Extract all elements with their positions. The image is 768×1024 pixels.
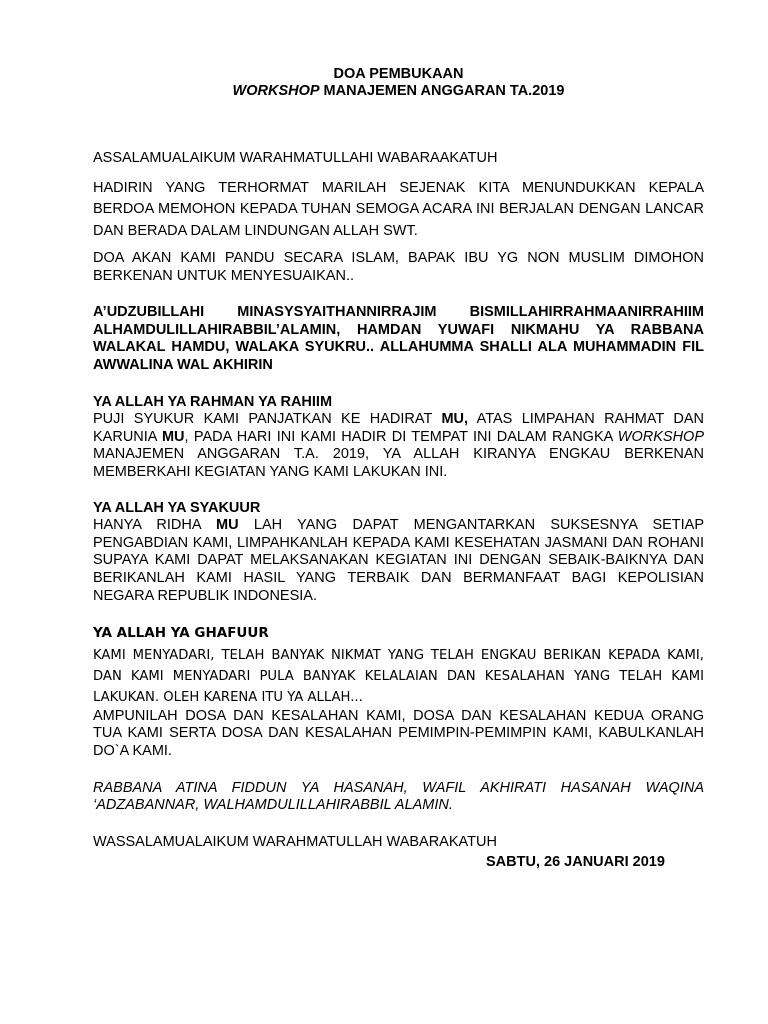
title-line-1: DOA PEMBUKAAN (333, 66, 464, 82)
intro-paragraph: HADIRIN YANG TERHORMAT MARILAH SEJENAK KITA MENUNDUKKAN KEPALA BERDOA MEMOHON KEPADA TUHAN SEMOGA ACARA INI BERJALAN DENGAN LANCAR DAN BERADA DALAM LINDUNGAN ALLAH SWT. (93, 179, 704, 239)
title-workshop-italic: WORKSHOP (232, 83, 320, 99)
greeting: ASSALAMUALAIKUM WARAHMATULLAHI WABARAAKATUH (93, 150, 498, 166)
section-ghafuur (93, 625, 704, 760)
text-run-bold: MU, (441, 411, 469, 428)
text-run-bold: MU (216, 517, 239, 534)
text-run-bold: MU (161, 428, 185, 445)
section-syakuur-body (93, 517, 704, 605)
guidance-paragraph: DOA AKAN KAMI PANDU SECARA ISLAM, BAPAK IBU YG NON MUSLIM DIMOHON BERKENAN UNTUK MENYESUAIKAN.. (93, 250, 704, 284)
text-run: ATAS LIMPAHAN RAHMAT DAN KARUNIA (93, 411, 704, 445)
section-ghafuur-heading: YA ALLAH YA GHAFUUR (93, 625, 269, 642)
closing-greeting: WASSALAMUALAIKUM WARAHMATULLAH WABARAKATUH (93, 833, 497, 850)
text-run: HANYA RIDHA (93, 517, 217, 534)
title-line-2-rest: MANAJEMEN ANGGARAN TA.2019 (319, 83, 565, 99)
text-run-italic: WORKSHOP (617, 428, 704, 445)
section-ghafuur-reflection: KAMI MENYADARI, TELAH BANYAK NIKMAT YANG TELAH ENGKAU BERIKAN KEPADA KAMI, DAN KAMI MENYADARI PULA BANYAK KELALAIAN DAN KESALAHAN YANG TELAH KAMI LAKUKAN. OLEH KARENA ITU YA ALLAH... (93, 647, 704, 705)
document-title (93, 66, 704, 100)
section-syakuur (93, 500, 704, 606)
title-line-2 (93, 83, 704, 100)
section-rahman (93, 394, 704, 482)
section-syakuur-heading: YA ALLAH YA SYAKUUR (93, 499, 261, 516)
text-run: , PADA HARI INI KAMI HADIR DI TEMPAT INI DALAM RANGKA (184, 428, 618, 445)
document-body (93, 66, 704, 851)
text-run: PUJI SYUKUR KAMI PANJATKAN KE HADIRAT (93, 411, 442, 428)
arabic-opening: A’UDZUBILLAHI MINASYSYAITHANNIRRAJIM BISMILLAHIRRAHMAANIRRAHIIM ALHAMDULILLAHIRABBIL’ALAMIN, HAMDAN YUWAFI NIKMAHU YA RABBANA WALAKAL HAMDU, WALAKA SYUKRU.. ALLAHUMMA SHALLI ALA MUHAMMADIN FIL AWWALINA WAL AKHIRIN (93, 304, 704, 374)
section-ghafuur-body: AMPUNILAH DOSA DAN KESALAHAN KAMI, DOSA DAN KESALAHAN KEDUA ORANG TUA KAMI SERTA DOSA DAN KESALAHAN PEMIMPIN-PEMIMPIN KAMI, KABULKANLAH DO`A KAMI. (93, 707, 704, 759)
section-rahman-body (93, 411, 704, 481)
document-date: SABTU, 26 JANUARI 2019 (486, 854, 665, 870)
closing-prayer: RABBANA ATINA FIDDUN YA HASANAH, WAFIL AKHIRATI HASANAH WAQINA ‘ADZABANNAR, WALHAMDULILLAHIRABBIL ALAMIN. (93, 779, 704, 814)
section-rahman-heading: YA ALLAH YA RAHMAN YA RAHIIM (93, 393, 333, 410)
text-run: MANAJEMEN ANGGARAN T.A. 2019, YA ALLAH KIRANYA ENGKAU BERKENAN MEMBERKAHI KEGIATAN YANG KAMI LAKUKAN INI. (93, 446, 704, 481)
text-run: LAH YANG DAPAT MENGANTARKAN SUKSESNYA SETIAP PENGABDIAN KAMI, LIMPAHKANLAH KEPADA KAMI KESEHATAN JASMANI DAN ROHANI SUPAYA KAMI DAPAT MELAKSANAKAN KEGIATAN INI DENGAN SEBAIK-BAIKNYA DAN BERIKANLAH KAMI HASIL YANG TERBAIK DAN BERMANFAAT BAGI KEPOLISIAN NEGARA REPUBLIK INDONESIA. (93, 517, 705, 604)
